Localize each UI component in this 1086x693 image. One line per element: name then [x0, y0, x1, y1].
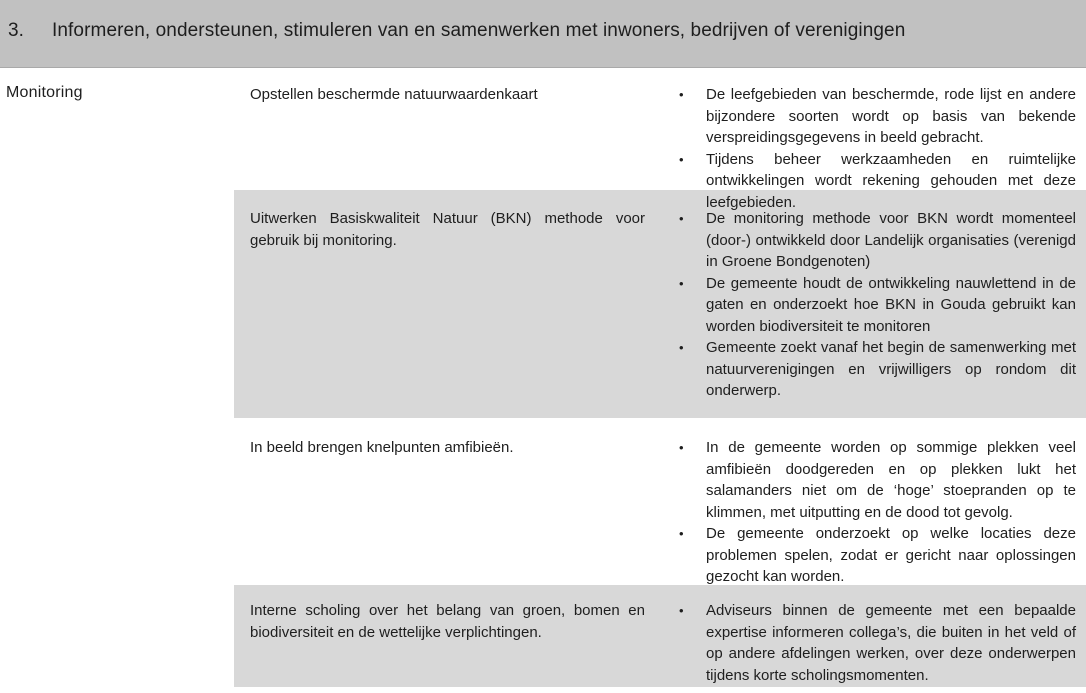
table-row: [0, 68, 1086, 211]
bullet-text: Gemeente zoekt vanaf het begin de samenwerking met natuurverenigingen en vrijwilligers op rondom dit onderwerp.: [706, 339, 1076, 399]
bullet-icon: •: [679, 526, 684, 541]
section-number: 3.: [8, 20, 24, 41]
bullet-item: [679, 523, 1076, 588]
bullet-list: [660, 208, 1076, 402]
action-text: Interne scholing over het belang van groen, bomen en biodiversiteit en de wettelijke verplichtingen.: [250, 602, 645, 641]
theme-cell: [0, 585, 234, 687]
row-shade: [234, 418, 1086, 585]
bullet-text: De leefgebieden van beschermde, rode lijst en andere bijzondere soorten wordt op basis van bekende verspreidingsgegevens in beeld gebracht.: [706, 86, 1076, 146]
bullet-text: Tijdens beheer werkzaamheden en ruimtelijke ontwikkelingen wordt rekening gehouden met deze leefgebieden.: [706, 150, 1076, 211]
table-row: [0, 190, 1086, 418]
section-header: [0, 0, 1086, 68]
theme-cell: [0, 418, 234, 585]
action-text: Uitwerken Basiskwaliteit Natuur (BKN) methode voor gebruik bij monitoring.: [250, 210, 645, 249]
action-text: Opstellen beschermde natuurwaardenkaart: [250, 86, 538, 103]
theme-label: Monitoring: [6, 84, 83, 101]
bullets-cell: [660, 585, 1086, 687]
bullet-text: De gemeente onderzoekt op welke locaties deze problemen spelen, zodat er gericht naar oplossingen gezocht kan worden.: [706, 525, 1076, 585]
bullets-cell: [660, 190, 1086, 418]
bullet-item: [679, 84, 1076, 149]
bullet-item: [679, 337, 1076, 402]
theme-cell: [0, 68, 234, 190]
bullet-icon: •: [679, 603, 684, 618]
bullet-icon: •: [679, 151, 684, 167]
row-shade: [234, 190, 1086, 418]
bullets-cell: [660, 418, 1086, 585]
table-row: [0, 418, 1086, 585]
bullet-text: De monitoring methode voor BKN wordt momenteel (door-) ontwikkeld door Landelijk organisaties (verenigd in Groene Bondgenoten): [706, 210, 1076, 270]
bullet-icon: •: [679, 340, 684, 355]
table-row: [0, 585, 1086, 687]
bullet-text: De gemeente houdt de ontwikkeling nauwlettend in de gaten en onderzoekt hoe BKN in Gouda gebruikt kan worden biodiversiteit te monitoren: [706, 274, 1076, 335]
bullet-icon: •: [679, 440, 684, 455]
bullet-item: [679, 273, 1076, 338]
bullet-item: [679, 600, 1076, 686]
bullet-icon: •: [679, 275, 684, 291]
bullet-text: In de gemeente worden op sommige plekken veel amfibieën doodgereden en op plekken lukt het salamanders niet om de ‘hoge’ stoepranden op te klimmen, met uitputting en de dood tot gevolg.: [706, 439, 1076, 521]
bullet-list: [660, 600, 1076, 686]
bullet-text: Adviseurs binnen de gemeente met een bepaalde expertise informeren collega’s, die buiten in het veld of op andere afdelingen werken, over deze onderwerpen tijdens korte scholingsmomenten.: [706, 602, 1076, 684]
bullet-icon: •: [679, 211, 684, 226]
action-cell: [234, 418, 660, 585]
bullet-icon: •: [679, 87, 684, 102]
action-cell: [234, 190, 660, 418]
section-title: Informeren, ondersteunen, stimuleren van en samenwerken met inwoners, bedrijven of verenigingen: [52, 20, 906, 41]
theme-cell: [0, 190, 234, 418]
bullet-item: [679, 208, 1076, 273]
action-cell: [234, 68, 660, 190]
bullets-cell: [660, 68, 1086, 211]
table-body: [0, 68, 1086, 687]
action-cell: [234, 585, 660, 687]
row-shade: [234, 68, 1086, 211]
row-shade: [234, 585, 1086, 687]
bullet-list: [660, 437, 1076, 588]
action-text: In beeld brengen knelpunten amfibieën.: [250, 439, 514, 456]
bullet-item: [679, 437, 1076, 523]
